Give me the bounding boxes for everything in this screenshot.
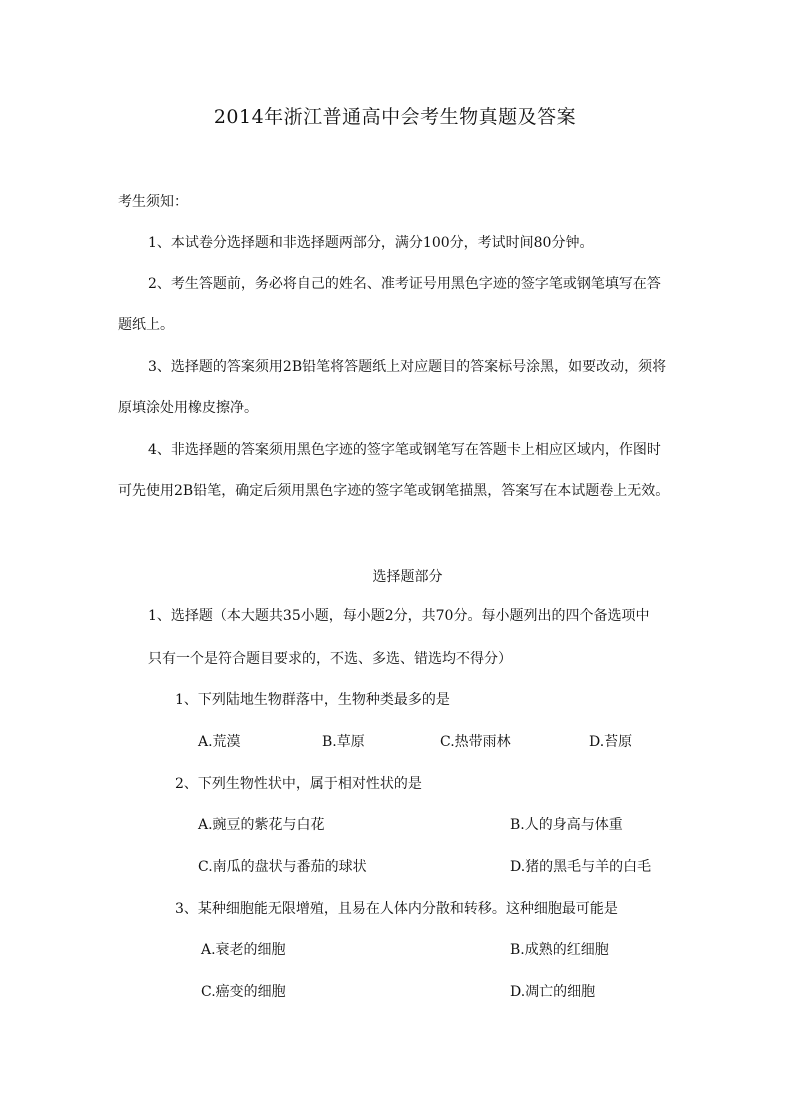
page-title: 2014年浙江普通高中会考生物真题及答案 [213,106,577,128]
question-1-option-b: B.草原 [322,734,365,750]
notice-item-2: 2、考生答题前，务必将自己的姓名、准考证号用黑色字迹的签字笔或钢笔填写在答 [148,276,661,292]
section-intro-line-1: 1、选择题（本大题共35小题，每小题2分，共70分。每小题列出的四个备选项中 [148,608,650,624]
question-1-option-d: D.苔原 [589,734,633,750]
question-2-option-d: D.猪的黑毛与羊的白毛 [510,859,652,875]
notice-item-4: 4、非选择题的答案须用黑色字迹的签字笔或钢笔写在答题卡上相应区域内，作图时 [148,442,661,458]
notice-item-3-cont: 原填涂处用橡皮擦净。 [118,400,258,416]
question-3-option-c: C.癌变的细胞 [201,984,286,1000]
question-2-option-b: B.人的身高与体重 [510,817,623,833]
question-2-option-c: C.南瓜的盘状与番茄的球状 [198,859,367,875]
section-heading: 选择题部分 [372,569,443,585]
question-1-option-c: C.热带雨林 [440,734,511,750]
notice-item-4-cont: 可先使用2B铅笔，确定后须用黑色字迹的签字笔或钢笔描黑，答案写在本试题卷上无效。 [118,483,670,499]
notice-item-3: 3、选择题的答案须用2B铅笔将答题纸上对应题目的答案标号涂黑，如要改动，须将 [148,359,667,375]
section-intro-line-2: 只有一个是符合题目要求的，不选、多选、错选均不得分） [148,651,512,667]
notice-item-1: 1、本试卷分选择题和非选择题两部分，满分100分，考试时间80分钟。 [148,235,594,251]
question-3-option-d: D.凋亡的细胞 [510,984,596,1000]
notice-heading: 考生须知： [118,194,188,210]
question-1-option-a: A.荒漠 [198,734,241,750]
question-3-option-b: B.成熟的红细胞 [510,942,609,958]
question-2-stem: 2、下列生物性状中，属于相对性状的是 [175,776,422,792]
question-3-option-a: A.衰老的细胞 [201,942,286,958]
question-1-stem: 1、下列陆地生物群落中，生物种类最多的是 [175,692,450,708]
question-3-stem: 3、某种细胞能无限增殖，且易在人体内分散和转移。这种细胞最可能是 [175,901,618,917]
notice-item-2-cont: 题纸上。 [118,317,174,333]
question-2-option-a: A.豌豆的紫花与白花 [198,817,325,833]
